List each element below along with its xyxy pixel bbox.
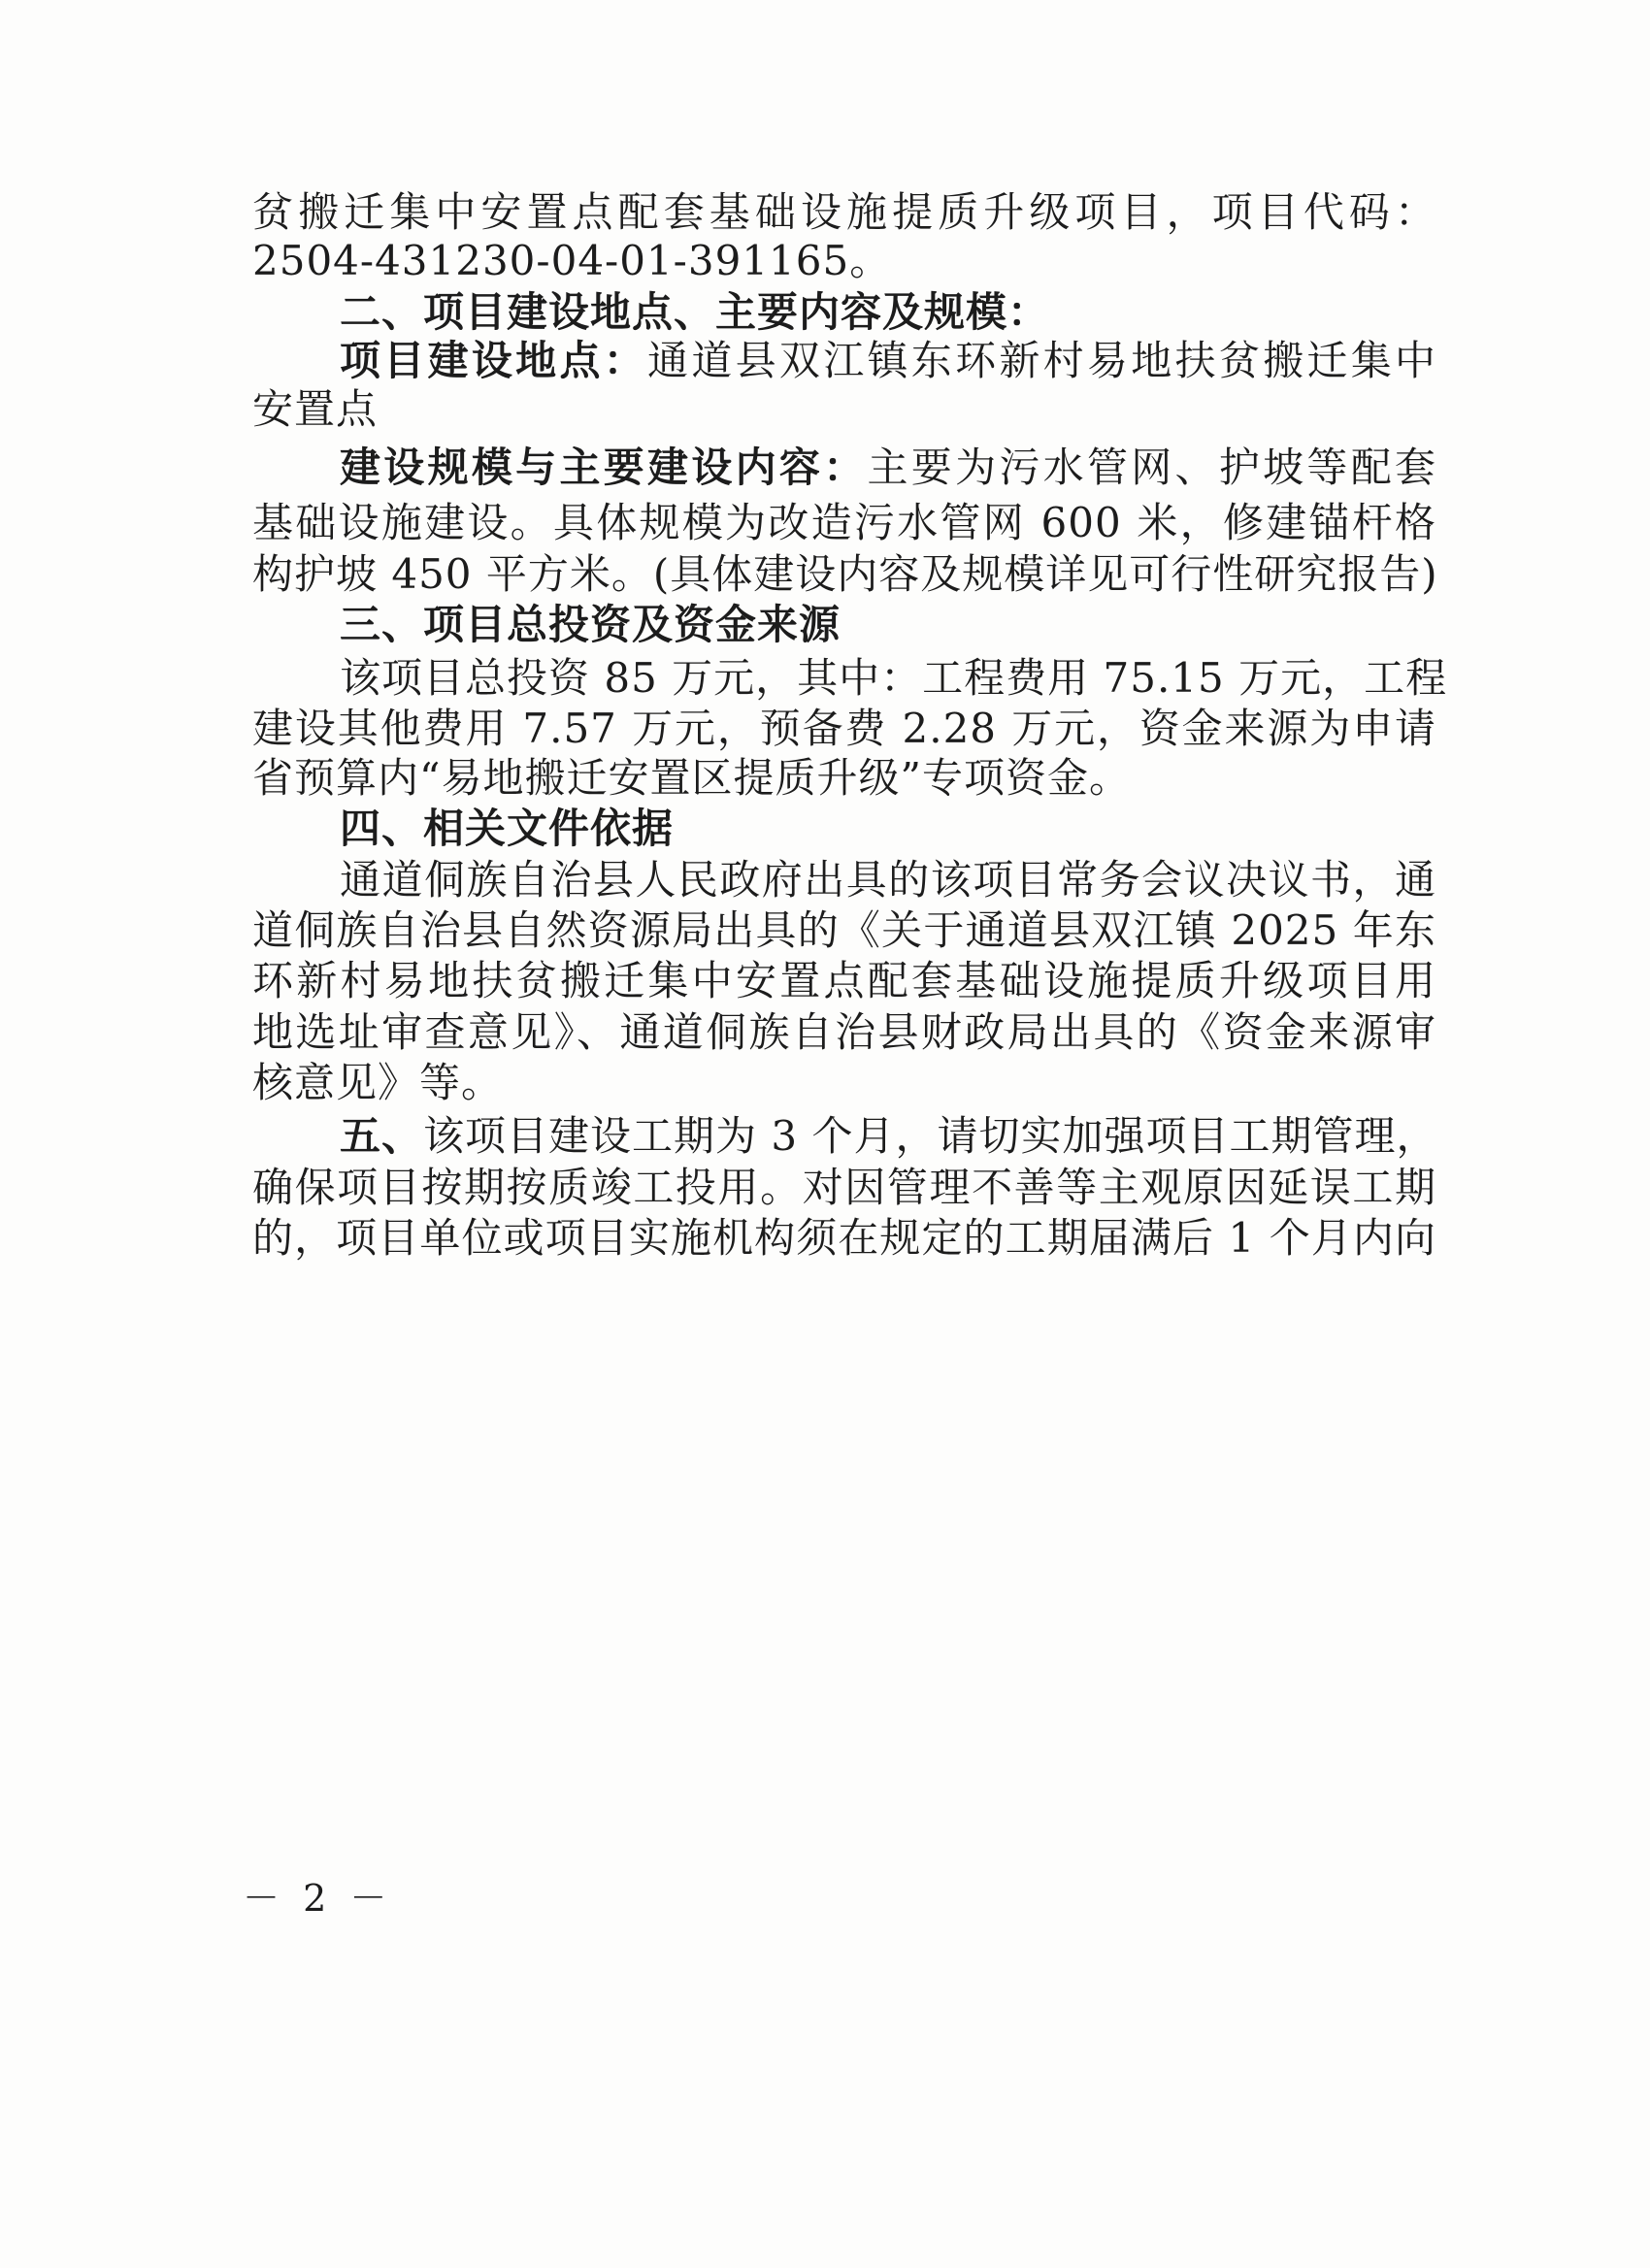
location-label: 项目建设地点： [340,337,648,384]
section-5-line [340,1113,1436,1160]
scale-value: 主要为污水管网、护坡等配套 [867,444,1436,491]
body-line: 确保项目按期按质竣工投用。对因管理不善等主观原因延误工期 [252,1164,1436,1211]
body-line: 该项目总投资 85 万元，其中：工程费用 75.15 万元，工程 [340,654,1448,702]
project-code-line: 2504-431230-04-01-391165。 [252,237,892,284]
body-line: 环新村易地扶贫搬迁集中安置点配套基础设施提质升级项目用 [252,957,1436,1004]
body-line: 安置点 [252,385,379,433]
body-line: 建设其他费用 7.57 万元，预备费 2.28 万元，资金来源为申请 [252,705,1436,752]
scale-label: 建设规模与主要建设内容： [340,444,868,491]
body-line: 基础设施建设。具体规模为改造污水管网 600 米，修建锚杆格 [252,499,1436,546]
body-line: 构护坡 450 平方米。(具体建设内容及规模详见可行性研究报告) [252,550,1438,598]
body-line: 的，项目单位或项目实施机构须在规定的工期届满后 1 个月内向 [252,1214,1436,1262]
body-line: 地选址审查意见》、通道侗族自治县财政局出具的《资金来源审 [252,1008,1436,1056]
body-line: 通道侗族自治县人民政府出具的该项目常务会议决议书，通 [340,856,1436,904]
section-heading-2: 二、项目建设地点、主要内容及规模： [340,288,1050,336]
section-heading-4: 四、相关文件依据 [340,805,675,852]
section-heading-3: 三、项目总投资及资金来源 [340,601,842,648]
section-5-label: 五、 [340,1112,424,1160]
page-number: － 2 － [243,1877,393,1920]
location-value: 通道县双江镇东环新村易地扶贫搬迁集中 [647,337,1436,384]
section-5-value: 该项目建设工期为 3 个月，请切实加强项目工期管理， [423,1112,1438,1160]
body-line: 省预算内“易地搬迁安置区提质升级”专项资金。 [252,754,1131,802]
body-line: 道侗族自治县自然资源局出具的《关于通道县双江镇 2025 年东 [252,906,1436,954]
body-line: 贫搬迁集中安置点配套基础设施提质升级项目，项目代码： [252,188,1436,236]
scale-line [340,444,1436,491]
location-line [340,338,1436,384]
body-line: 核意见》等。 [252,1059,504,1106]
